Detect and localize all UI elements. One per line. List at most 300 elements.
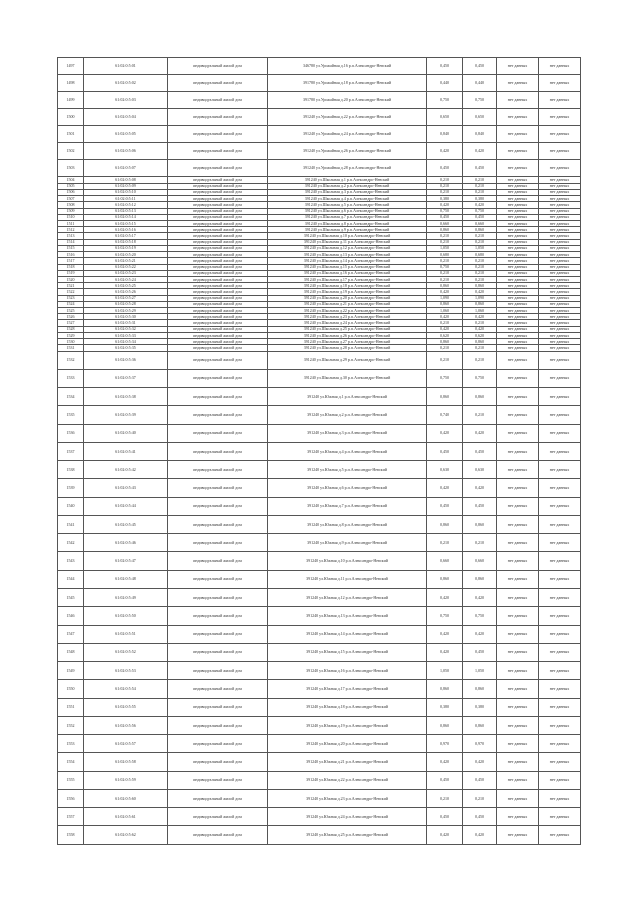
address-cell: 391240 ул.Школьная д.28 р.п.Александро-Невский <box>268 345 427 351</box>
area-2-cell: 0,210 <box>463 189 497 195</box>
cadastral-number-cell: 61:02:0:5:16 <box>84 227 168 233</box>
purpose-cell: индивидуальный жилой дом <box>168 369 268 387</box>
address-cell: 391240 ул.Южная д.7 р.п.Александро-Невский <box>268 497 427 515</box>
row-number-cell: 1551 <box>58 698 84 716</box>
rights-holder-cell: нет данных <box>497 753 539 771</box>
address-cell: 391240 ул.Школьная д.4 р.п.Александро-Невский <box>268 196 427 202</box>
table-row <box>58 808 581 826</box>
rights-holder-cell: нет данных <box>497 607 539 625</box>
address-cell: 391240 ул.Урожайная д.28 р.п.Александро-Невский <box>268 160 427 177</box>
cadastral-number-cell: 61:02:0:5:50 <box>84 607 168 625</box>
rights-holder-cell: нет данных <box>497 735 539 753</box>
area-1-cell: 0,450 <box>427 808 463 826</box>
area-1-cell: 0,750 <box>427 607 463 625</box>
cadastral-number-cell: 61:02:0:5:13 <box>84 208 168 214</box>
row-number-cell: 1518 <box>58 264 84 270</box>
encumbrance-cell: нет данных <box>539 58 581 75</box>
cadastral-number-cell: 61:02:0:5:46 <box>84 534 168 552</box>
cadastral-number-cell: 61:02:0:5:11 <box>84 196 168 202</box>
address-cell: 391240 ул.Школьная д.24 р.п.Александро-Невский <box>268 320 427 326</box>
cadastral-number-cell: 61:02:0:5:18 <box>84 239 168 245</box>
rights-holder-cell: нет данных <box>497 552 539 570</box>
area-2-cell: 0,420 <box>463 289 497 295</box>
address-cell: 391240 ул.Южная д.18 р.п.Александро-Невский <box>268 698 427 716</box>
area-1-cell: 0,210 <box>427 351 463 369</box>
cadastral-number-cell: 61:02:0:5:06 <box>84 143 168 160</box>
row-number-cell: 1531 <box>58 345 84 351</box>
encumbrance-cell: нет данных <box>539 75 581 92</box>
cadastral-number-cell: 61:02:0:5:36 <box>84 351 168 369</box>
cadastral-number-cell: 61:02:0:5:43 <box>84 479 168 497</box>
table-row <box>58 625 581 643</box>
row-number-cell: 1497 <box>58 58 84 75</box>
purpose-cell: индивидуальный жилой дом <box>168 270 268 276</box>
row-number-cell: 1555 <box>58 771 84 789</box>
rights-holder-cell: нет данных <box>497 75 539 92</box>
cadastral-number-cell: 61:02:0:5:40 <box>84 424 168 442</box>
row-number-cell: 1509 <box>58 208 84 214</box>
address-cell: 391240 ул.Южная д.11 р.п.Александро-Невский <box>268 570 427 588</box>
row-number-cell: 1514 <box>58 239 84 245</box>
cadastral-number-cell: 61:02:0:5:41 <box>84 442 168 460</box>
cadastral-number-cell: 61:02:0:5:10 <box>84 189 168 195</box>
purpose-cell: индивидуальный жилой дом <box>168 233 268 239</box>
area-1-cell: 0,750 <box>427 208 463 214</box>
encumbrance-cell: нет данных <box>539 339 581 345</box>
row-number-cell: 1539 <box>58 479 84 497</box>
cadastral-number-cell: 61:02:0:5:24 <box>84 276 168 282</box>
cadastral-number-cell: 61:02:0:5:07 <box>84 160 168 177</box>
rights-holder-cell: нет данных <box>497 771 539 789</box>
row-number-cell: 1557 <box>58 808 84 826</box>
address-cell: 391240 ул.Южная д.3 р.п.Александро-Невский <box>268 424 427 442</box>
area-2-cell: 0,450 <box>463 58 497 75</box>
address-cell: 391240 ул.Школьная д.13 р.п.Александро-Невский <box>268 252 427 258</box>
address-cell: 391240 ул.Школьная д.3 р.п.Александро-Невский <box>268 189 427 195</box>
purpose-cell: индивидуальный жилой дом <box>168 58 268 75</box>
row-number-cell: 1554 <box>58 753 84 771</box>
rights-holder-cell: нет данных <box>497 442 539 460</box>
rights-holder-cell: нет данных <box>497 143 539 160</box>
cadastral-number-cell: 61:02:0:5:29 <box>84 308 168 314</box>
area-1-cell: 0,210 <box>427 789 463 807</box>
purpose-cell: индивидуальный жилой дом <box>168 92 268 109</box>
cadastral-number-cell: 61:02:0:5:15 <box>84 220 168 226</box>
area-2-cell: 0,420 <box>463 589 497 607</box>
area-2-cell: 0,420 <box>463 314 497 320</box>
area-1-cell: 0,450 <box>427 58 463 75</box>
rights-holder-cell: нет данных <box>497 351 539 369</box>
cadastral-number-cell: 61:02:0:5:37 <box>84 369 168 387</box>
encumbrance-cell: нет данных <box>539 160 581 177</box>
cadastral-number-cell: 61:02:0:5:14 <box>84 214 168 220</box>
area-1-cell: 0,750 <box>427 92 463 109</box>
address-cell: 391240 ул.Школьная д.18 р.п.Александро-Невский <box>268 283 427 289</box>
cadastral-number-cell: 61:02:0:5:62 <box>84 826 168 844</box>
area-2-cell: 0,660 <box>463 552 497 570</box>
rights-holder-cell: нет данных <box>497 58 539 75</box>
encumbrance-cell: нет данных <box>539 92 581 109</box>
address-cell: 391240 ул.Урожайная д.24 р.п.Александро-Невский <box>268 126 427 143</box>
address-cell: 391240 ул.Южная д.8 р.п.Александро-Невский <box>268 515 427 533</box>
address-cell: 391240 ул.Южная д.25 р.п.Александро-Невский <box>268 826 427 844</box>
table-row <box>58 75 581 92</box>
cadastral-number-cell: 61:02:0:5:54 <box>84 680 168 698</box>
address-cell: 391240 ул.Южная д.2 р.п.Александро-Невский <box>268 406 427 424</box>
rights-holder-cell: нет данных <box>497 332 539 338</box>
address-cell: 391240 ул.Школьная д.8 р.п.Александро-Невский <box>268 220 427 226</box>
encumbrance-cell: нет данных <box>539 233 581 239</box>
purpose-cell: индивидуальный жилой дом <box>168 143 268 160</box>
cadastral-number-cell: 61:02:0:5:58 <box>84 753 168 771</box>
purpose-cell: индивидуальный жилой дом <box>168 208 268 214</box>
area-1-cell: 0,420 <box>427 753 463 771</box>
area-1-cell: 0,860 <box>427 227 463 233</box>
encumbrance-cell: нет данных <box>539 245 581 251</box>
area-2-cell: 0,420 <box>463 326 497 332</box>
area-1-cell: 0,420 <box>427 589 463 607</box>
area-2-cell: 0,210 <box>463 183 497 189</box>
area-1-cell: 0,210 <box>427 534 463 552</box>
rights-holder-cell: нет данных <box>497 160 539 177</box>
row-number-cell: 1516 <box>58 252 84 258</box>
address-cell: 391240 ул.Школьная д.22 р.п.Александро-Невский <box>268 308 427 314</box>
address-cell: 391240 ул.Школьная д.26 р.п.Александро-Невский <box>268 332 427 338</box>
area-2-cell: 0,450 <box>463 808 497 826</box>
address-cell: 391240 ул.Школьная д.5 р.п.Александро-Невский <box>268 202 427 208</box>
encumbrance-cell: нет данных <box>539 314 581 320</box>
area-1-cell: 0,860 <box>427 680 463 698</box>
address-cell: 391240 ул.Школьная д.23 р.п.Александро-Невский <box>268 314 427 320</box>
address-cell: 391240 ул.Южная д.14 р.п.Александро-Невский <box>268 625 427 643</box>
cadastral-number-cell: 61:02:0:5:38 <box>84 388 168 406</box>
address-cell: 391240 ул.Южная д.15 р.п.Александро-Невский <box>268 643 427 661</box>
cadastral-number-cell: 61:02:0:5:47 <box>84 552 168 570</box>
purpose-cell: индивидуальный жилой дом <box>168 735 268 753</box>
rights-holder-cell: нет данных <box>497 183 539 189</box>
row-number-cell: 1498 <box>58 75 84 92</box>
rights-holder-cell: нет данных <box>497 406 539 424</box>
area-2-cell: 0,860 <box>463 339 497 345</box>
address-cell: 391240 ул.Южная д.5 р.п.Александро-Невский <box>268 461 427 479</box>
area-2-cell: 0,630 <box>463 461 497 479</box>
rights-holder-cell: нет данных <box>497 301 539 307</box>
area-2-cell: 0,210 <box>463 406 497 424</box>
rights-holder-cell: нет данных <box>497 270 539 276</box>
purpose-cell: индивидуальный жилой дом <box>168 289 268 295</box>
encumbrance-cell: нет данных <box>539 126 581 143</box>
area-2-cell: 0,420 <box>463 202 497 208</box>
row-number-cell: 1558 <box>58 826 84 844</box>
row-number-cell: 1510 <box>58 214 84 220</box>
area-2-cell: 0,380 <box>463 196 497 202</box>
area-1-cell: 0,680 <box>427 252 463 258</box>
cadastral-number-cell: 61:02:0:5:45 <box>84 515 168 533</box>
row-number-cell: 1542 <box>58 534 84 552</box>
cadastral-number-cell: 61:02:0:5:23 <box>84 270 168 276</box>
encumbrance-cell: нет данных <box>539 497 581 515</box>
address-cell: 391780 ул.Урожайная д.20 р.п.Александро-Невский <box>268 92 427 109</box>
rights-holder-cell: нет данных <box>497 716 539 734</box>
purpose-cell: индивидуальный жилой дом <box>168 826 268 844</box>
area-2-cell: 0,210 <box>463 239 497 245</box>
rights-holder-cell: нет данных <box>497 227 539 233</box>
table-row <box>58 662 581 680</box>
area-1-cell: 0,420 <box>427 143 463 160</box>
purpose-cell: индивидуальный жилой дом <box>168 716 268 734</box>
cadastral-number-cell: 61:02:0:5:56 <box>84 716 168 734</box>
purpose-cell: индивидуальный жилой дом <box>168 479 268 497</box>
purpose-cell: индивидуальный жилой дом <box>168 753 268 771</box>
area-1-cell: 1,090 <box>427 295 463 301</box>
encumbrance-cell: нет данных <box>539 643 581 661</box>
cadastral-number-cell: 61:02:0:5:22 <box>84 264 168 270</box>
row-number-cell: 1552 <box>58 716 84 734</box>
rights-holder-cell: нет данных <box>497 826 539 844</box>
row-number-cell: 1512 <box>58 227 84 233</box>
area-1-cell: 0,210 <box>427 189 463 195</box>
address-cell: 391240 ул.Южная д.22 р.п.Александро-Невский <box>268 771 427 789</box>
cadastral-number-cell: 61:02:0:5:08 <box>84 177 168 183</box>
rights-holder-cell: нет данных <box>497 239 539 245</box>
rights-holder-cell: нет данных <box>497 177 539 183</box>
encumbrance-cell: нет данных <box>539 515 581 533</box>
purpose-cell: индивидуальный жилой дом <box>168 625 268 643</box>
area-1-cell: 0,380 <box>427 698 463 716</box>
area-1-cell: 0,860 <box>427 283 463 289</box>
area-1-cell: 0,210 <box>427 258 463 264</box>
table-row <box>58 789 581 807</box>
purpose-cell: индивидуальный жилой дом <box>168 570 268 588</box>
cadastral-number-cell: 61:02:0:5:05 <box>84 126 168 143</box>
table-row <box>58 160 581 177</box>
area-2-cell: 0,750 <box>463 208 497 214</box>
purpose-cell: индивидуальный жилой дом <box>168 698 268 716</box>
area-2-cell: 1,050 <box>463 662 497 680</box>
purpose-cell: индивидуальный жилой дом <box>168 339 268 345</box>
table-row <box>58 388 581 406</box>
row-number-cell: 1526 <box>58 314 84 320</box>
purpose-cell: индивидуальный жилой дом <box>168 189 268 195</box>
row-number-cell: 1525 <box>58 308 84 314</box>
row-number-cell: 1549 <box>58 662 84 680</box>
encumbrance-cell: нет данных <box>539 424 581 442</box>
encumbrance-cell: нет данных <box>539 208 581 214</box>
row-number-cell: 1533 <box>58 369 84 387</box>
address-cell: 391240 ул.Южная д.19 р.п.Александро-Невский <box>268 716 427 734</box>
area-2-cell: 1,090 <box>463 295 497 301</box>
encumbrance-cell: нет данных <box>539 351 581 369</box>
encumbrance-cell: нет данных <box>539 264 581 270</box>
address-cell: 391240 ул.Школьная д.14 р.п.Александро-Невский <box>268 258 427 264</box>
area-2-cell: 0,840 <box>463 126 497 143</box>
table-row <box>58 461 581 479</box>
address-cell: 391240 ул.Школьная д.20 р.п.Александро-Невский <box>268 295 427 301</box>
cadastral-number-cell: 61:02:0:5:25 <box>84 283 168 289</box>
cadastral-number-cell: 61:02:0:5:27 <box>84 295 168 301</box>
address-cell: 391240 ул.Южная д.12 р.п.Александро-Невский <box>268 589 427 607</box>
encumbrance-cell: нет данных <box>539 276 581 282</box>
area-1-cell: 0,210 <box>427 239 463 245</box>
table-row <box>58 424 581 442</box>
purpose-cell: индивидуальный жилой дом <box>168 239 268 245</box>
rights-holder-cell: нет данных <box>497 220 539 226</box>
cadastral-number-cell: 61:02:0:5:17 <box>84 233 168 239</box>
encumbrance-cell: нет данных <box>539 270 581 276</box>
cadastral-number-cell: 61:02:0:5:30 <box>84 314 168 320</box>
encumbrance-cell: нет данных <box>539 662 581 680</box>
purpose-cell: индивидуальный жилой дом <box>168 643 268 661</box>
rights-holder-cell: нет данных <box>497 109 539 126</box>
cadastral-number-cell: 61:02:0:5:39 <box>84 406 168 424</box>
table-row <box>58 143 581 160</box>
rights-holder-cell: нет данных <box>497 264 539 270</box>
rights-holder-cell: нет данных <box>497 680 539 698</box>
area-1-cell: 1,050 <box>427 662 463 680</box>
encumbrance-cell: нет данных <box>539 534 581 552</box>
area-2-cell: 0,970 <box>463 735 497 753</box>
area-2-cell: 0,210 <box>463 789 497 807</box>
area-1-cell: 1,050 <box>427 245 463 251</box>
area-2-cell: 0,450 <box>463 214 497 220</box>
row-number-cell: 1547 <box>58 625 84 643</box>
encumbrance-cell: нет данных <box>539 680 581 698</box>
area-1-cell: 0,660 <box>427 552 463 570</box>
purpose-cell: индивидуальный жилой дом <box>168 283 268 289</box>
row-number-cell: 1499 <box>58 92 84 109</box>
cadastral-number-cell: 61:02:0:5:57 <box>84 735 168 753</box>
rights-holder-cell: нет данных <box>497 643 539 661</box>
address-cell: 391240 ул.Южная д.17 р.п.Александро-Невский <box>268 680 427 698</box>
area-2-cell: 0,420 <box>463 479 497 497</box>
cadastral-number-cell: 61:02:0:5:26 <box>84 289 168 295</box>
rights-holder-cell: нет данных <box>497 424 539 442</box>
purpose-cell: индивидуальный жилой дом <box>168 326 268 332</box>
area-2-cell: 0,620 <box>463 332 497 338</box>
area-2-cell: 0,660 <box>463 220 497 226</box>
area-1-cell: 0,450 <box>427 214 463 220</box>
address-cell: 391240 ул.Школьная д.21 р.п.Александро-Невский <box>268 301 427 307</box>
area-1-cell: 0,620 <box>427 332 463 338</box>
encumbrance-cell: нет данных <box>539 369 581 387</box>
cadastral-number-cell: 61:02:0:5:02 <box>84 75 168 92</box>
purpose-cell: индивидуальный жилой дом <box>168 771 268 789</box>
row-number-cell: 1504 <box>58 177 84 183</box>
area-2-cell: 0,860 <box>463 515 497 533</box>
encumbrance-cell: нет данных <box>539 301 581 307</box>
rights-holder-cell: нет данных <box>497 245 539 251</box>
row-number-cell: 1507 <box>58 196 84 202</box>
table-row <box>58 716 581 734</box>
rights-holder-cell: нет данных <box>497 276 539 282</box>
row-number-cell: 1528 <box>58 326 84 332</box>
area-1-cell: 0,210 <box>427 177 463 183</box>
area-1-cell: 0,420 <box>427 424 463 442</box>
area-1-cell: 0,660 <box>427 220 463 226</box>
encumbrance-cell: нет данных <box>539 589 581 607</box>
area-1-cell: 0,740 <box>427 406 463 424</box>
area-1-cell: 1,060 <box>427 308 463 314</box>
area-1-cell: 0,420 <box>427 479 463 497</box>
row-number-cell: 1524 <box>58 301 84 307</box>
area-2-cell: 0,860 <box>463 570 497 588</box>
row-number-cell: 1501 <box>58 126 84 143</box>
table-row <box>58 570 581 588</box>
purpose-cell: индивидуальный жилой дом <box>168 442 268 460</box>
rights-holder-cell: нет данных <box>497 208 539 214</box>
encumbrance-cell: нет данных <box>539 227 581 233</box>
area-1-cell: 0,420 <box>427 625 463 643</box>
encumbrance-cell: нет данных <box>539 177 581 183</box>
area-1-cell: 0,210 <box>427 183 463 189</box>
encumbrance-cell: нет данных <box>539 283 581 289</box>
area-2-cell: 0,210 <box>463 345 497 351</box>
row-number-cell: 1522 <box>58 289 84 295</box>
cadastral-number-cell: 61:02:0:5:60 <box>84 789 168 807</box>
area-1-cell: 0,860 <box>427 339 463 345</box>
area-2-cell: 0,420 <box>463 625 497 643</box>
area-2-cell: 0,440 <box>463 75 497 92</box>
area-2-cell: 0,860 <box>463 227 497 233</box>
area-2-cell: 0,680 <box>463 252 497 258</box>
rights-holder-cell: нет данных <box>497 258 539 264</box>
area-2-cell: 0,860 <box>463 716 497 734</box>
area-2-cell: 0,210 <box>463 233 497 239</box>
encumbrance-cell: нет данных <box>539 320 581 326</box>
rights-holder-cell: нет данных <box>497 479 539 497</box>
address-cell: 391240 ул.Школьная д.16 р.п.Александро-Невский <box>268 270 427 276</box>
address-cell: 391240 ул.Школьная д.27 р.п.Александро-Невский <box>268 339 427 345</box>
area-1-cell: 0,420 <box>427 643 463 661</box>
address-cell: 391240 ул.Южная д.16 р.п.Александро-Невский <box>268 662 427 680</box>
table-row <box>58 369 581 387</box>
rights-holder-cell: нет данных <box>497 202 539 208</box>
purpose-cell: индивидуальный жилой дом <box>168 109 268 126</box>
cadastral-number-cell: 61:02:0:5:32 <box>84 326 168 332</box>
rights-holder-cell: нет данных <box>497 808 539 826</box>
encumbrance-cell: нет данных <box>539 461 581 479</box>
purpose-cell: индивидуальный жилой дом <box>168 301 268 307</box>
encumbrance-cell: нет данных <box>539 332 581 338</box>
row-number-cell: 1500 <box>58 109 84 126</box>
row-number-cell: 1535 <box>58 406 84 424</box>
area-2-cell: 0,210 <box>463 534 497 552</box>
purpose-cell: индивидуальный жилой дом <box>168 75 268 92</box>
address-cell: 391240 ул.Школьная д.6 р.п.Александро-Невский <box>268 208 427 214</box>
row-number-cell: 1532 <box>58 351 84 369</box>
row-number-cell: 1548 <box>58 643 84 661</box>
purpose-cell: индивидуальный жилой дом <box>168 552 268 570</box>
cadastral-number-cell: 61:02:0:5:49 <box>84 589 168 607</box>
document-page <box>57 57 580 845</box>
table-row <box>58 515 581 533</box>
address-cell: 391240 ул.Школьная д.25 р.п.Александро-Невский <box>268 326 427 332</box>
address-cell: 391240 ул.Школьная д.15 р.п.Александро-Невский <box>268 264 427 270</box>
area-2-cell: 0,860 <box>463 301 497 307</box>
area-1-cell: 0,970 <box>427 735 463 753</box>
rights-holder-cell: нет данных <box>497 189 539 195</box>
area-2-cell: 0,450 <box>463 442 497 460</box>
area-2-cell: 0,450 <box>463 643 497 661</box>
address-cell: 391240 ул.Южная д.1 р.п.Александро-Невский <box>268 388 427 406</box>
table-row <box>58 607 581 625</box>
encumbrance-cell: нет данных <box>539 308 581 314</box>
rights-holder-cell: нет данных <box>497 289 539 295</box>
purpose-cell: индивидуальный жилой дом <box>168 320 268 326</box>
encumbrance-cell: нет данных <box>539 143 581 160</box>
encumbrance-cell: нет данных <box>539 345 581 351</box>
row-number-cell: 1506 <box>58 189 84 195</box>
